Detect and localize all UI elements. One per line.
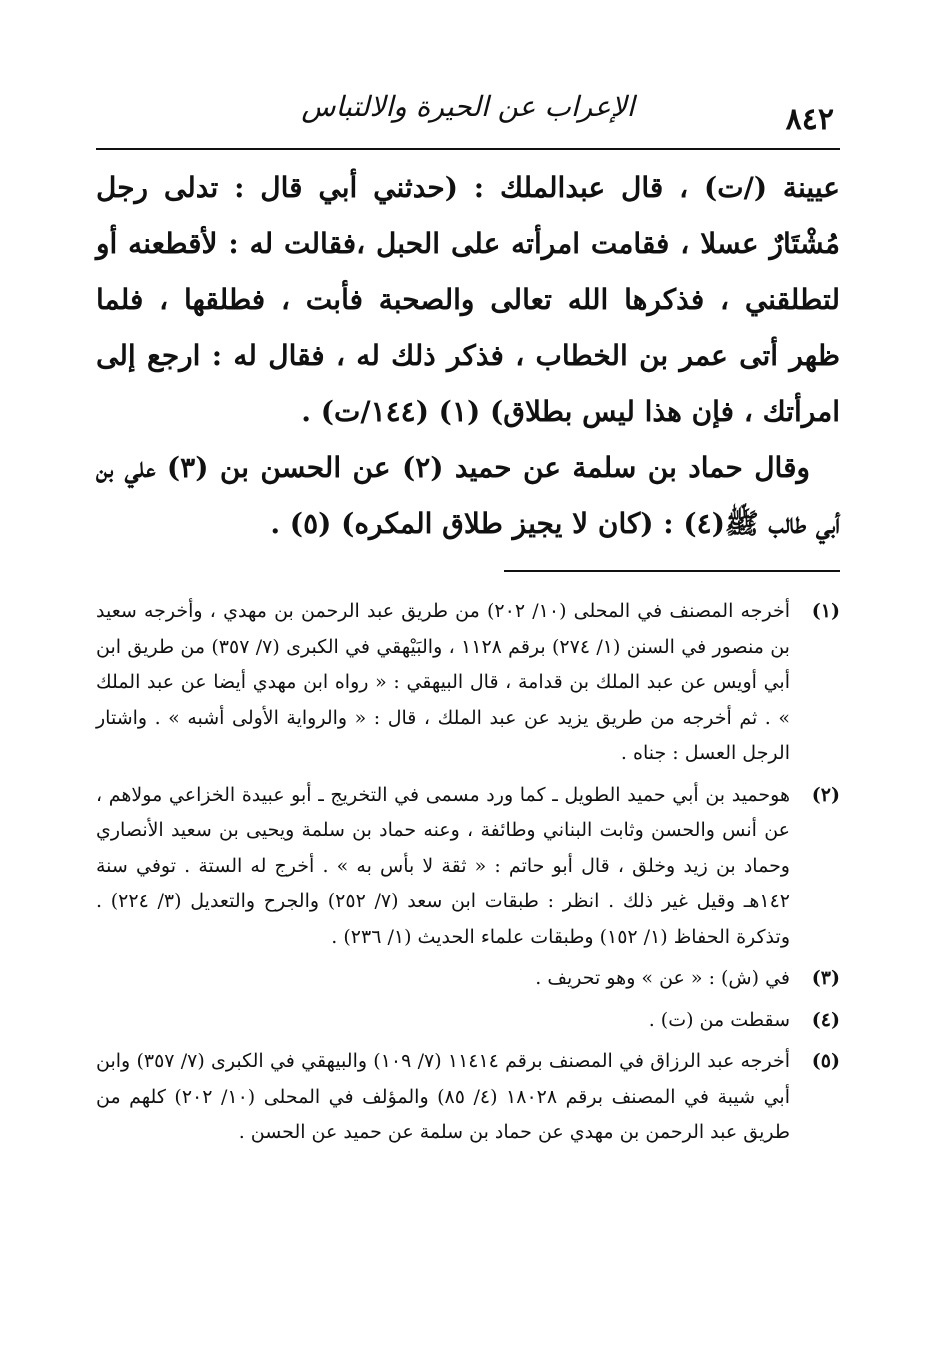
footnote-text: هوحميد بن أبي حميد الطويل ـ كما ورد مسمى في التخريج ـ أبو عبيدة الخزاعي مولاهم ، عن أنس والحسن وثابت البناني وطائفة ، وعنه حماد بن سلمة ويحيى بن سعيد الأنصاري وحماد بن زيد وخلق ، قال أبو حاتم : « ثقة لا بأس به » . أخرج له الستة . توفي سنة ١٤٢هـ وقيل غير ذلك . انظر : طبقات ابن سعد (٧/ ٢٥٢) والجرح والتعديل (٣/ ٢٢٤) . وتذكرة الحفاظ (١/ ١٥٢) وطبقات علماء الحديث (١/ ٢٣٦) . [96,783,790,948]
main-paragraph: وقال حماد بن سلمة عن حميد (٢) عن الحسن بن (٣) علي بن أبي طالب ﷺ(٤) : (كان لا يجيز طلاق المكره) (٥) . [96,451,840,540]
running-title: الإعراب عن الحيرة والالتباس [301,90,635,123]
footnote-number: (٥) [811,1050,840,1072]
footnote-number: (٢) [811,783,840,806]
page-header [96,88,840,146]
footnote-number: (١) [811,600,840,622]
footnote-separator [504,570,840,572]
footnote-text: سقطت من (ت) . [648,1008,790,1031]
footnote [96,961,840,997]
footnote-text: أخرجه عبد الرزاق في المصنف برقم ١١٤١٤ (٧/ ١٠٩) والبيهقي في الكبرى (٧/ ٣٥٧) وابن أبي شيبة في المصنف برقم ١٨٠٢٨ (٤/ ٨٥) والمؤلف في المحلى (١٠/ ٢٠٢) كلهم من طريق عبد الرحمن بن مهدي عن حماد بن سلمة عن حميد عن الحسن . [96,1050,790,1143]
footnote-number: (٣) [811,967,840,989]
footnote-text: أخرجه المصنف في المحلى (١٠/ ٢٠٢) من طريق عبد الرحمن بن مهدي ، وأخرجه سعيد بن منصور في السنن (١/ ٢٧٤) برقم ١١٢٨ ، والبَيْهقي في الكبرى (٧/ ٣٥٧) من طريق ابن أبي أويس عن عبد الملك بن قدامة ، قال البيهقي : « رواه ابن مهدي أيضا عن عبد الملك » . ثم أخرجه من طريق يزيد عن عبد الملك ، قال : « والرواية الأولى أشبه » . واشتار الرجل العسل : جناه . [96,600,790,764]
page-number: ٨٤٢ [785,102,834,137]
footnote [96,594,840,772]
footnotes [96,594,840,1157]
main-paragraph: عيينة (/ت) ، قال عبدالملك : (حدثني أبي قال : تدلى رجل مُشْتَارٌ عسلا ، فقامت امرأته على الحبل ،فقالت له : لأقطعنه أو لتطلقني ، فذكرها الله تعالى والصحبة فأبت ، فطلقها ، فلما ظهر أتى عمر بن الخطاب ، فذكر ذلك له ، فقال له : ارجع إلى امرأتك ، فإن هذا ليس بطلاق) (١) (١٤٤/ت) . [96,171,840,428]
footnote [96,1003,840,1039]
main-text [96,160,840,552]
footnote-text: في (ش) : « عن » وهو تحريف . [535,967,790,989]
footnote [96,778,840,956]
footnote [96,1044,840,1151]
footnote-number: (٤) [811,1008,840,1031]
header-rule [96,148,840,150]
